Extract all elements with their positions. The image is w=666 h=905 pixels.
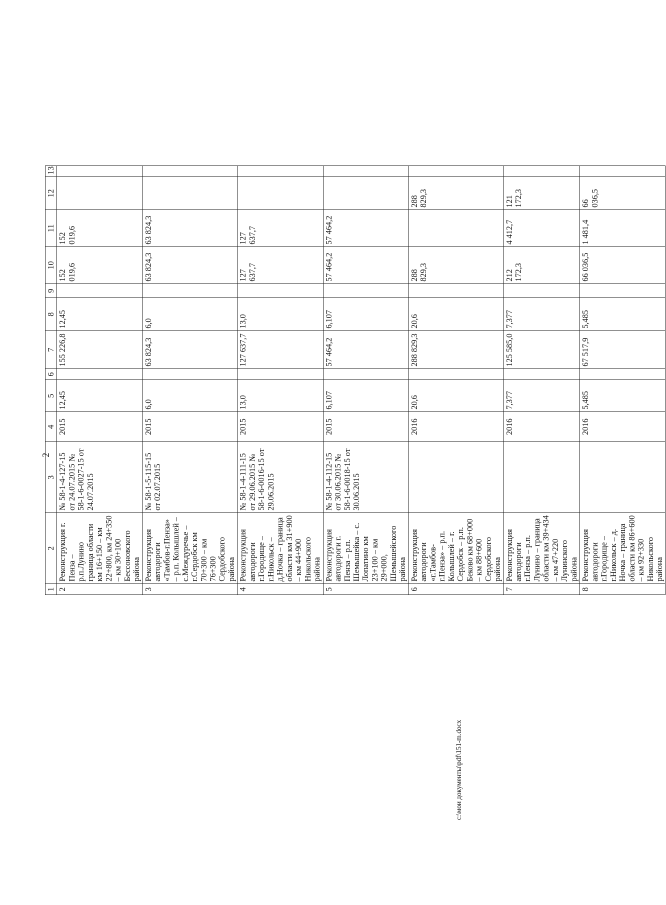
construction-table xyxy=(45,166,666,596)
column-number-cell: 4 xyxy=(45,412,57,442)
table-cell-c6 xyxy=(504,369,580,380)
table-cell-c4: 2015 xyxy=(143,412,238,442)
column-number-cell: 11 xyxy=(45,210,57,247)
table-cell-c11: 152 019,6 xyxy=(57,210,143,247)
table-cell-c1: 8 xyxy=(580,584,666,595)
table-cell-c12: 66 036,5 xyxy=(580,177,666,210)
table-cell-c2: Реконструкция г. Пенза – р.п.Лунино граница области км 16+150 – км 22+800, км 24+350 – км 30+100 Бессоновского района xyxy=(57,513,143,584)
table-cell-c7: 63 824,3 xyxy=(143,331,238,369)
table-cell-c9 xyxy=(323,284,409,298)
column-number-cell: 13 xyxy=(45,166,57,177)
column-number-cell: 5 xyxy=(45,380,57,412)
table-row xyxy=(580,166,666,595)
column-number-cell: 1 xyxy=(45,584,57,595)
table-cell-c6 xyxy=(580,369,666,380)
table-cell-c6 xyxy=(323,369,409,380)
table-cell-c7: 127 637,7 xyxy=(237,331,323,369)
table-cell-c2: Реконструкция автодороги г.Городище – г.Никольск – д. Ночка – граница области км 86+600 – км 92+330 Никольского района xyxy=(580,513,666,584)
table-cell-c9 xyxy=(580,284,666,298)
table-cell-c1: 3 xyxy=(143,584,238,595)
table-cell-c3: № 58-1-4-127-15 от 24.07.2015 № 58-1-6-0027-15 от 24.07.2015 xyxy=(57,442,143,513)
column-number-cell: 8 xyxy=(45,298,57,331)
table-cell-c12: 288 829,3 xyxy=(409,177,504,210)
table-cell-c2: Реконструкция автодороги г.Пенза – р.п. Лунино – граница области км 39+434 – км 47+220 Лунинского района xyxy=(504,513,580,584)
table-row xyxy=(323,166,409,595)
column-number-cell: 7 xyxy=(45,331,57,369)
table-cell-c13 xyxy=(504,166,580,177)
table-cell-c9 xyxy=(409,284,504,298)
table-cell-c8: 7,377 xyxy=(504,298,580,331)
construction-table-wrapper xyxy=(45,166,664,595)
table-cell-c4: 2016 xyxy=(504,412,580,442)
table-cell-c10: 57 464,2 xyxy=(323,247,409,284)
column-number-cell: 2 xyxy=(45,513,57,584)
table-cell-c7: 155 226,8 xyxy=(57,331,143,369)
table-cell-c1: 2 xyxy=(57,584,143,595)
table-cell-c3: № 58-1-5-115-15 от 02.07.2015 xyxy=(143,442,238,513)
table-cell-c5: 13,0 xyxy=(237,380,323,412)
table-body xyxy=(45,166,665,595)
table-row xyxy=(143,166,238,595)
table-cell-c11: 57 464,2 xyxy=(323,210,409,247)
table-cell-c5: 20,6 xyxy=(409,380,504,412)
table-cell-c13 xyxy=(237,166,323,177)
table-cell-c2: Реконструкция автодороги «г.Тамбов-г.Пенза» – р.п. Колышлей – г. Сердобск – р.п. Беково км 68+000 – км 88+600 Сердобского района xyxy=(409,513,504,584)
table-cell-c10: 152 019,6 xyxy=(57,247,143,284)
table-cell-c3 xyxy=(580,442,666,513)
table-cell-c4: 2015 xyxy=(237,412,323,442)
table-cell-c9 xyxy=(237,284,323,298)
table-cell-c6 xyxy=(409,369,504,380)
column-number-cell: 3 xyxy=(45,442,57,513)
table-cell-c9 xyxy=(504,284,580,298)
table-row xyxy=(237,166,323,595)
table-cell-c7: 288 829,3 xyxy=(409,331,504,369)
table-cell-c2: Реконструкция автодороги «Тамбов-г.Пенза» – р.п. Колышлей – с.Междуречье – г.Сердобск км 70+300 – км 76+300 Сердобского района xyxy=(143,513,238,584)
table-cell-c6 xyxy=(143,369,238,380)
table-cell-c6 xyxy=(237,369,323,380)
table-cell-c8: 20,6 xyxy=(409,298,504,331)
table-cell-c3: № 58-1-4-112-15 от 30.06.2015 № 58-1-6-0018-15 от 30.06.2015 xyxy=(323,442,409,513)
page-number: 2 xyxy=(41,452,51,458)
footer-file-path: c:\мои документы\pdf\151-m.docx xyxy=(455,719,463,820)
table-cell-c13 xyxy=(323,166,409,177)
table-cell-c10: 63 824,3 xyxy=(143,247,238,284)
table-cell-c7: 67 517,9 xyxy=(580,331,666,369)
table-cell-c4: 2015 xyxy=(57,412,143,442)
table-cell-c3 xyxy=(504,442,580,513)
table-cell-c8: 12,45 xyxy=(57,298,143,331)
column-number-cell: 10 xyxy=(45,247,57,284)
table-cell-c5: 12,45 xyxy=(57,380,143,412)
table-cell-c6 xyxy=(57,369,143,380)
table-cell-c5: 6,107 xyxy=(323,380,409,412)
table-row xyxy=(57,166,143,595)
table-cell-c10: 127 637,7 xyxy=(237,247,323,284)
column-number-cell: 6 xyxy=(45,369,57,380)
table-cell-c5: 5,485 xyxy=(580,380,666,412)
table-cell-c13 xyxy=(409,166,504,177)
table-cell-c9 xyxy=(57,284,143,298)
table-cell-c13 xyxy=(143,166,238,177)
table-cell-c8: 6,107 xyxy=(323,298,409,331)
column-number-cell: 12 xyxy=(45,177,57,210)
table-cell-c5: 6,0 xyxy=(143,380,238,412)
table-cell-c12 xyxy=(143,177,238,210)
table-cell-c11: 4 412,7 xyxy=(504,210,580,247)
table-cell-c12 xyxy=(323,177,409,210)
table-cell-c12 xyxy=(57,177,143,210)
table-cell-c4: 2015 xyxy=(323,412,409,442)
table-cell-c4: 2016 xyxy=(580,412,666,442)
table-cell-c11 xyxy=(409,210,504,247)
table-cell-c3: № 58-1-4-111-15 от 29.06.2015 № 58-1-6-0016-15 от 29.06.2015 xyxy=(237,442,323,513)
table-cell-c8: 6,0 xyxy=(143,298,238,331)
table-cell-c2: Реконструкция автодороги г.Городище – г.Никольск – д.Ночка – граница области км 31+900 – км 44+900 Никольского района xyxy=(237,513,323,584)
table-cell-c8: 5,485 xyxy=(580,298,666,331)
table-cell-c10: 66 036,5 xyxy=(580,247,666,284)
table-cell-c8: 13,0 xyxy=(237,298,323,331)
table-cell-c2: Реконструкция автодороги г. Пенза – р.п. Шемышейка – с. Лопатино км 23+100 – км 29+000, Шемышейского района xyxy=(323,513,409,584)
table-cell-c12 xyxy=(237,177,323,210)
table-cell-c11: 63 824,3 xyxy=(143,210,238,247)
column-number-row xyxy=(45,166,57,595)
table-cell-c7: 125 585,0 xyxy=(504,331,580,369)
table-cell-c11: 1 481,4 xyxy=(580,210,666,247)
table-cell-c13 xyxy=(57,166,143,177)
table-cell-c5: 7,377 xyxy=(504,380,580,412)
table-cell-c9 xyxy=(143,284,238,298)
table-cell-c10: 212 172,3 xyxy=(504,247,580,284)
table-row xyxy=(504,166,580,595)
column-number-cell: 9 xyxy=(45,284,57,298)
table-cell-c7: 57 464,2 xyxy=(323,331,409,369)
table-cell-c1: 4 xyxy=(237,584,323,595)
table-cell-c10: 288 829,3 xyxy=(409,247,504,284)
table-cell-c4: 2016 xyxy=(409,412,504,442)
table-cell-c1: 5 xyxy=(323,584,409,595)
table-cell-c1: 6 xyxy=(409,584,504,595)
table-cell-c1: 7 xyxy=(504,584,580,595)
table-cell-c3 xyxy=(409,442,504,513)
table-cell-c13 xyxy=(580,166,666,177)
table-cell-c11: 127 637,7 xyxy=(237,210,323,247)
table-cell-c12: 121 172,3 xyxy=(504,177,580,210)
